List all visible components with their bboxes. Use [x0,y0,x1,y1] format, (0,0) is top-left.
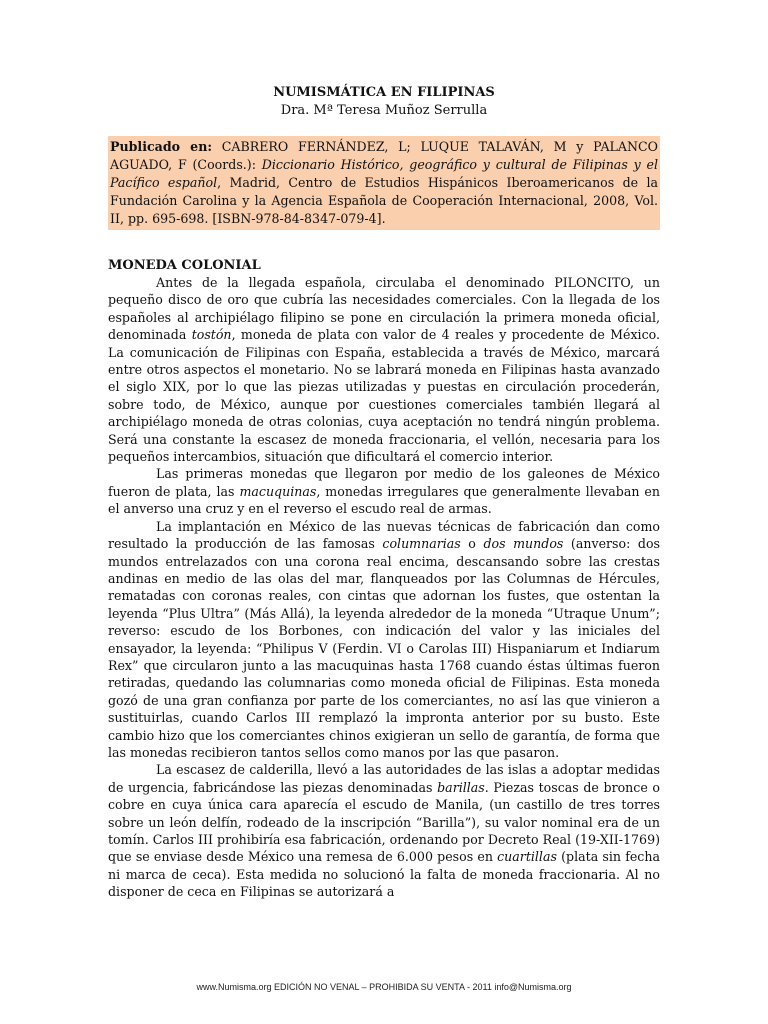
title-block [108,84,660,120]
text-run: , moneda de plata con valor de 4 reales y procedente de México. La comunicación de Filipinas con España, establecida a través de México, marcará entre otros aspectos el monetario. No se labrará moneda en Filipinas hasta avanzado el siglo XIX, por lo que las piezas utilizadas y puestas en circulación procederán, sobre todo, de México, aunque por cuestiones comerciales también llegará al archipiélago moneda de otras colonias, cuya aceptación no tendrá ningún problema. Será una constante la escasez de moneda fraccionaria, el vellón, necesaria para los pequeños intercambios, situación que dificultará el comercio interior. [108,327,660,465]
body-text [108,274,660,901]
text-run: (plata sin fecha ni marca de ceca). Esta medida no solucionó la falta de moneda fraccionaria. Al no disponer de ceca en Filipinas se autorizará a [108,849,660,900]
italic-term: cuartillas [497,849,557,865]
italic-term: barillas [437,779,485,795]
publication-box [108,136,660,230]
paragraph-3 [108,518,660,762]
text-run: (anverso: dos mundos entrelazados con una corona real encima, descansando sobre las crestas andinas en medio de las olas del mar, flanqueados por las Columnas de Hércules, rematadas con coronas reales, con cintas que adornan los fustes, que ostentan la leyenda “Plus Ultra” (Más Allá), la leyenda alrededor de la moneda “Utraque Unum”; reverso: escudo de los Borbones, con indicación del valor y las iniciales del ensayador, la leyenda: “Philipus V (Ferdin. VI o Carolas III) Hispaniarum et Indiarum Rex” que circularon junto a las macuquinas hasta 1768 cuando éstas últimas fueron retiradas, quedando las columnarias como moneda oficial de Filipinas. Esta moneda gozó de una gran confianza por parte de los comerciantes, no así las que vinieron a sustituirlas, cuando Carlos III remplazó la impronta anterior por su busto. Este cambio hizo que los comerciantes chinos exigieran un sello de garantía, de forma que las monedas recibieron tantos sellos como manos por las que pasaron. [108,536,660,760]
italic-term: columnarias [382,536,461,552]
italic-term: macuquinas [239,483,317,499]
italic-term: dos mundos [483,536,564,552]
paragraph-1 [108,274,660,465]
document-author: Dra. Mª Teresa Muñoz Serrulla [280,103,488,118]
publication-details: , Madrid, Centro de Estudios Hispánicos Iberoamericanos de la Fundación Carolina y la Agencia Española de Cooperación Internacional, 2008, Vol. II, pp. 695-698. [ISBN-978-84-8347-079-4]. [110,175,658,226]
text-run: Antes de la llegada española, circulaba el denominado PILONCITO, un pequeño disco de oro que cubría las necesidades comerciales. Con la llegada de los españoles al archipiélago filipino se pone en circulación la primera moneda oficial, denominada [108,275,660,343]
text-run: La implantación en México de las nuevas técnicas de fabricación dan como resultado la producción de las famosas [108,518,660,552]
text-run: , monedas irregulares que generalmente llevaban en el anverso una cruz y en el reverso el escudo real de armas. [108,483,660,517]
paragraph-4 [108,761,660,900]
text-run: Las primeras monedas que llegaron por medio de los galeones de México fueron de plata, las [108,466,660,499]
text-run: . Piezas toscas de bronce o cobre en cuya única cara aparecía el escudo de Manila, (un castillo de tres torres sobre un león delfín, rodeado de la inscripción “Barilla”), su valor nominal era de un tomín. Carlos III prohibiría esa fabricación, ordenando por Decreto Real (19-XII-1769) que se enviase desde México una remesa de 6.000 pesos en [108,779,660,865]
text-run: o [460,536,484,552]
text-run: La escasez de calderilla, llevó a las autoridades de las islas a adoptar medidas de urgencia, fabricándose las piezas denominadas [108,762,660,795]
document-title: NUMISMÁTICA EN FILIPINAS [273,85,495,100]
paragraph-2 [108,465,660,517]
italic-term: tostón [191,327,232,343]
section-title: MONEDA COLONIAL [108,258,261,273]
publication-authors: CABRERO FERNÁNDEZ, L; LUQUE TALAVÁN, M y PALANCO AGUADO, F (Coords.): [110,139,658,172]
page-footer: www.Numisma.org EDICIÓN NO VENAL – PROHIBIDA SU VENTA - 2011 info@Numisma.org [196,982,572,992]
publication-book-title: Diccionario Histórico, geográfico y cultural de Filipinas y el Pacífico español [110,157,658,190]
publication-label: Publicado en: [110,139,212,154]
